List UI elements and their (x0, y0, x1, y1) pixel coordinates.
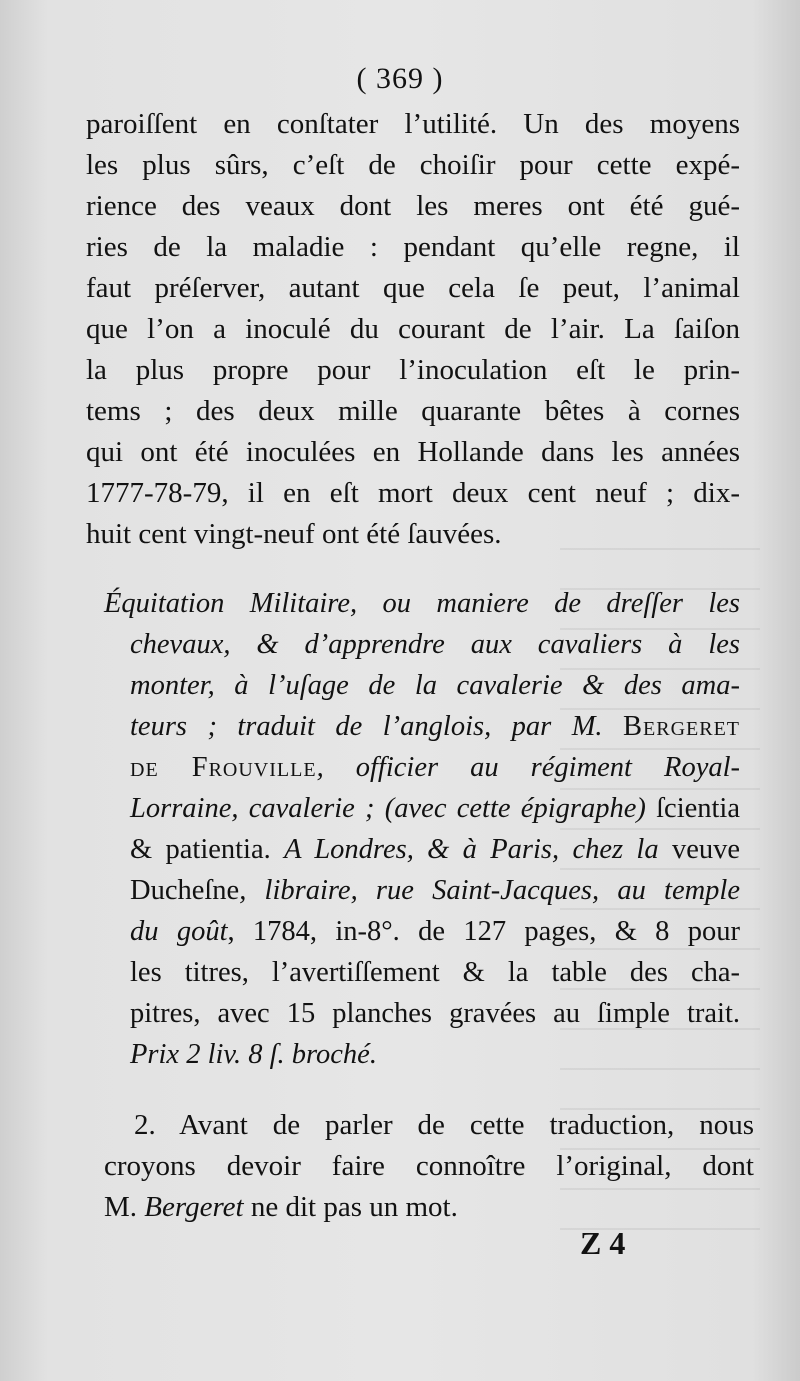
text-line: 2. Avant de parler de cette traduction, nous (134, 1109, 754, 1141)
page-number: ( 369 ) (356, 62, 444, 95)
author-name: Bergeret (144, 1191, 244, 1223)
text-line: la plus propre pour l’inoculation eſt le prin- (86, 354, 740, 386)
entry-line (104, 706, 740, 747)
entry-text: , officier au régiment Royal- (316, 752, 741, 783)
text-line: faut préſerver, autant que cela ſe peut, l’animal (86, 272, 740, 304)
entry-text: teurs ; traduit de l’anglois, par M. (130, 711, 623, 742)
entry-line (104, 911, 740, 952)
text-line: ries de la maladie : pendant qu’elle regne, il (86, 231, 740, 263)
translator-name-cont: de Frouville (130, 752, 317, 783)
text-fragment: M. (104, 1191, 145, 1223)
entry-line: pitres, avec 15 planches gravées au ſimple trait. (130, 998, 740, 1029)
epigraph-text: & patientia. (130, 834, 285, 865)
entry-text: veuve (658, 834, 740, 865)
publication-details: , 1784, in-8°. de 127 pages, & 8 pour (227, 916, 740, 947)
publisher-name: Ducheſne (130, 875, 240, 906)
text-fragment: ne dit pas un mot. (243, 1191, 458, 1223)
epigraph-text: ſcientia (645, 793, 740, 824)
entry-line (104, 747, 740, 788)
entry-line: les titres, l’avertiſſement & la table des cha- (130, 957, 740, 988)
publisher-address: du goût (130, 916, 228, 947)
text-line: qui ont été inoculées en Hollande dans les années (86, 436, 740, 468)
entry-line (104, 829, 740, 870)
text-line: les plus sûrs, c’eſt de choiſir pour cette expé- (86, 149, 740, 181)
price-line: Prix 2 liv. 8 ſ. broché. (130, 1039, 377, 1070)
text-line: huit cent vingt-neuf ont été ſauvées. (86, 518, 502, 550)
signature-mark: Z 4 (580, 1225, 626, 1261)
text-line: croyons devoir faire connoître l’original, dont (104, 1150, 754, 1182)
entry-line (104, 870, 740, 911)
publisher-address: , libraire, rue Saint-Jacques, au temple (239, 875, 740, 906)
text-line: que l’on a inoculé du courant de l’air. La ſaiſon (86, 313, 740, 345)
bibliographic-entry (104, 583, 740, 1075)
text-line (104, 1187, 754, 1228)
publisher-place: A Londres, & à Paris, chez la (284, 834, 659, 865)
paragraph-2 (104, 1105, 754, 1228)
entry-title-line: Équitation Militaire, ou maniere de dreſſer les (104, 588, 740, 619)
text-line: rience des veaux dont les meres ont été gué- (86, 190, 740, 222)
text-line: paroiſſent en conſtater l’utilité. Un des moyens (86, 108, 740, 140)
paragraph-1 (86, 104, 740, 555)
translator-name: Bergeret (623, 711, 740, 742)
text-line: tems ; des deux mille quarante bêtes à cornes (86, 395, 740, 427)
text-line: 1777-78-79, il en eſt mort deux cent neuf ; dix- (86, 477, 740, 509)
entry-line (104, 788, 740, 829)
entry-line: monter, à l’uſage de la cavalerie & des ama- (130, 670, 740, 701)
entry-line: chevaux, & d’apprendre aux cavaliers à les (130, 629, 740, 660)
entry-text: Lorraine, cavalerie ; (avec cette épigraphe) (130, 793, 646, 824)
